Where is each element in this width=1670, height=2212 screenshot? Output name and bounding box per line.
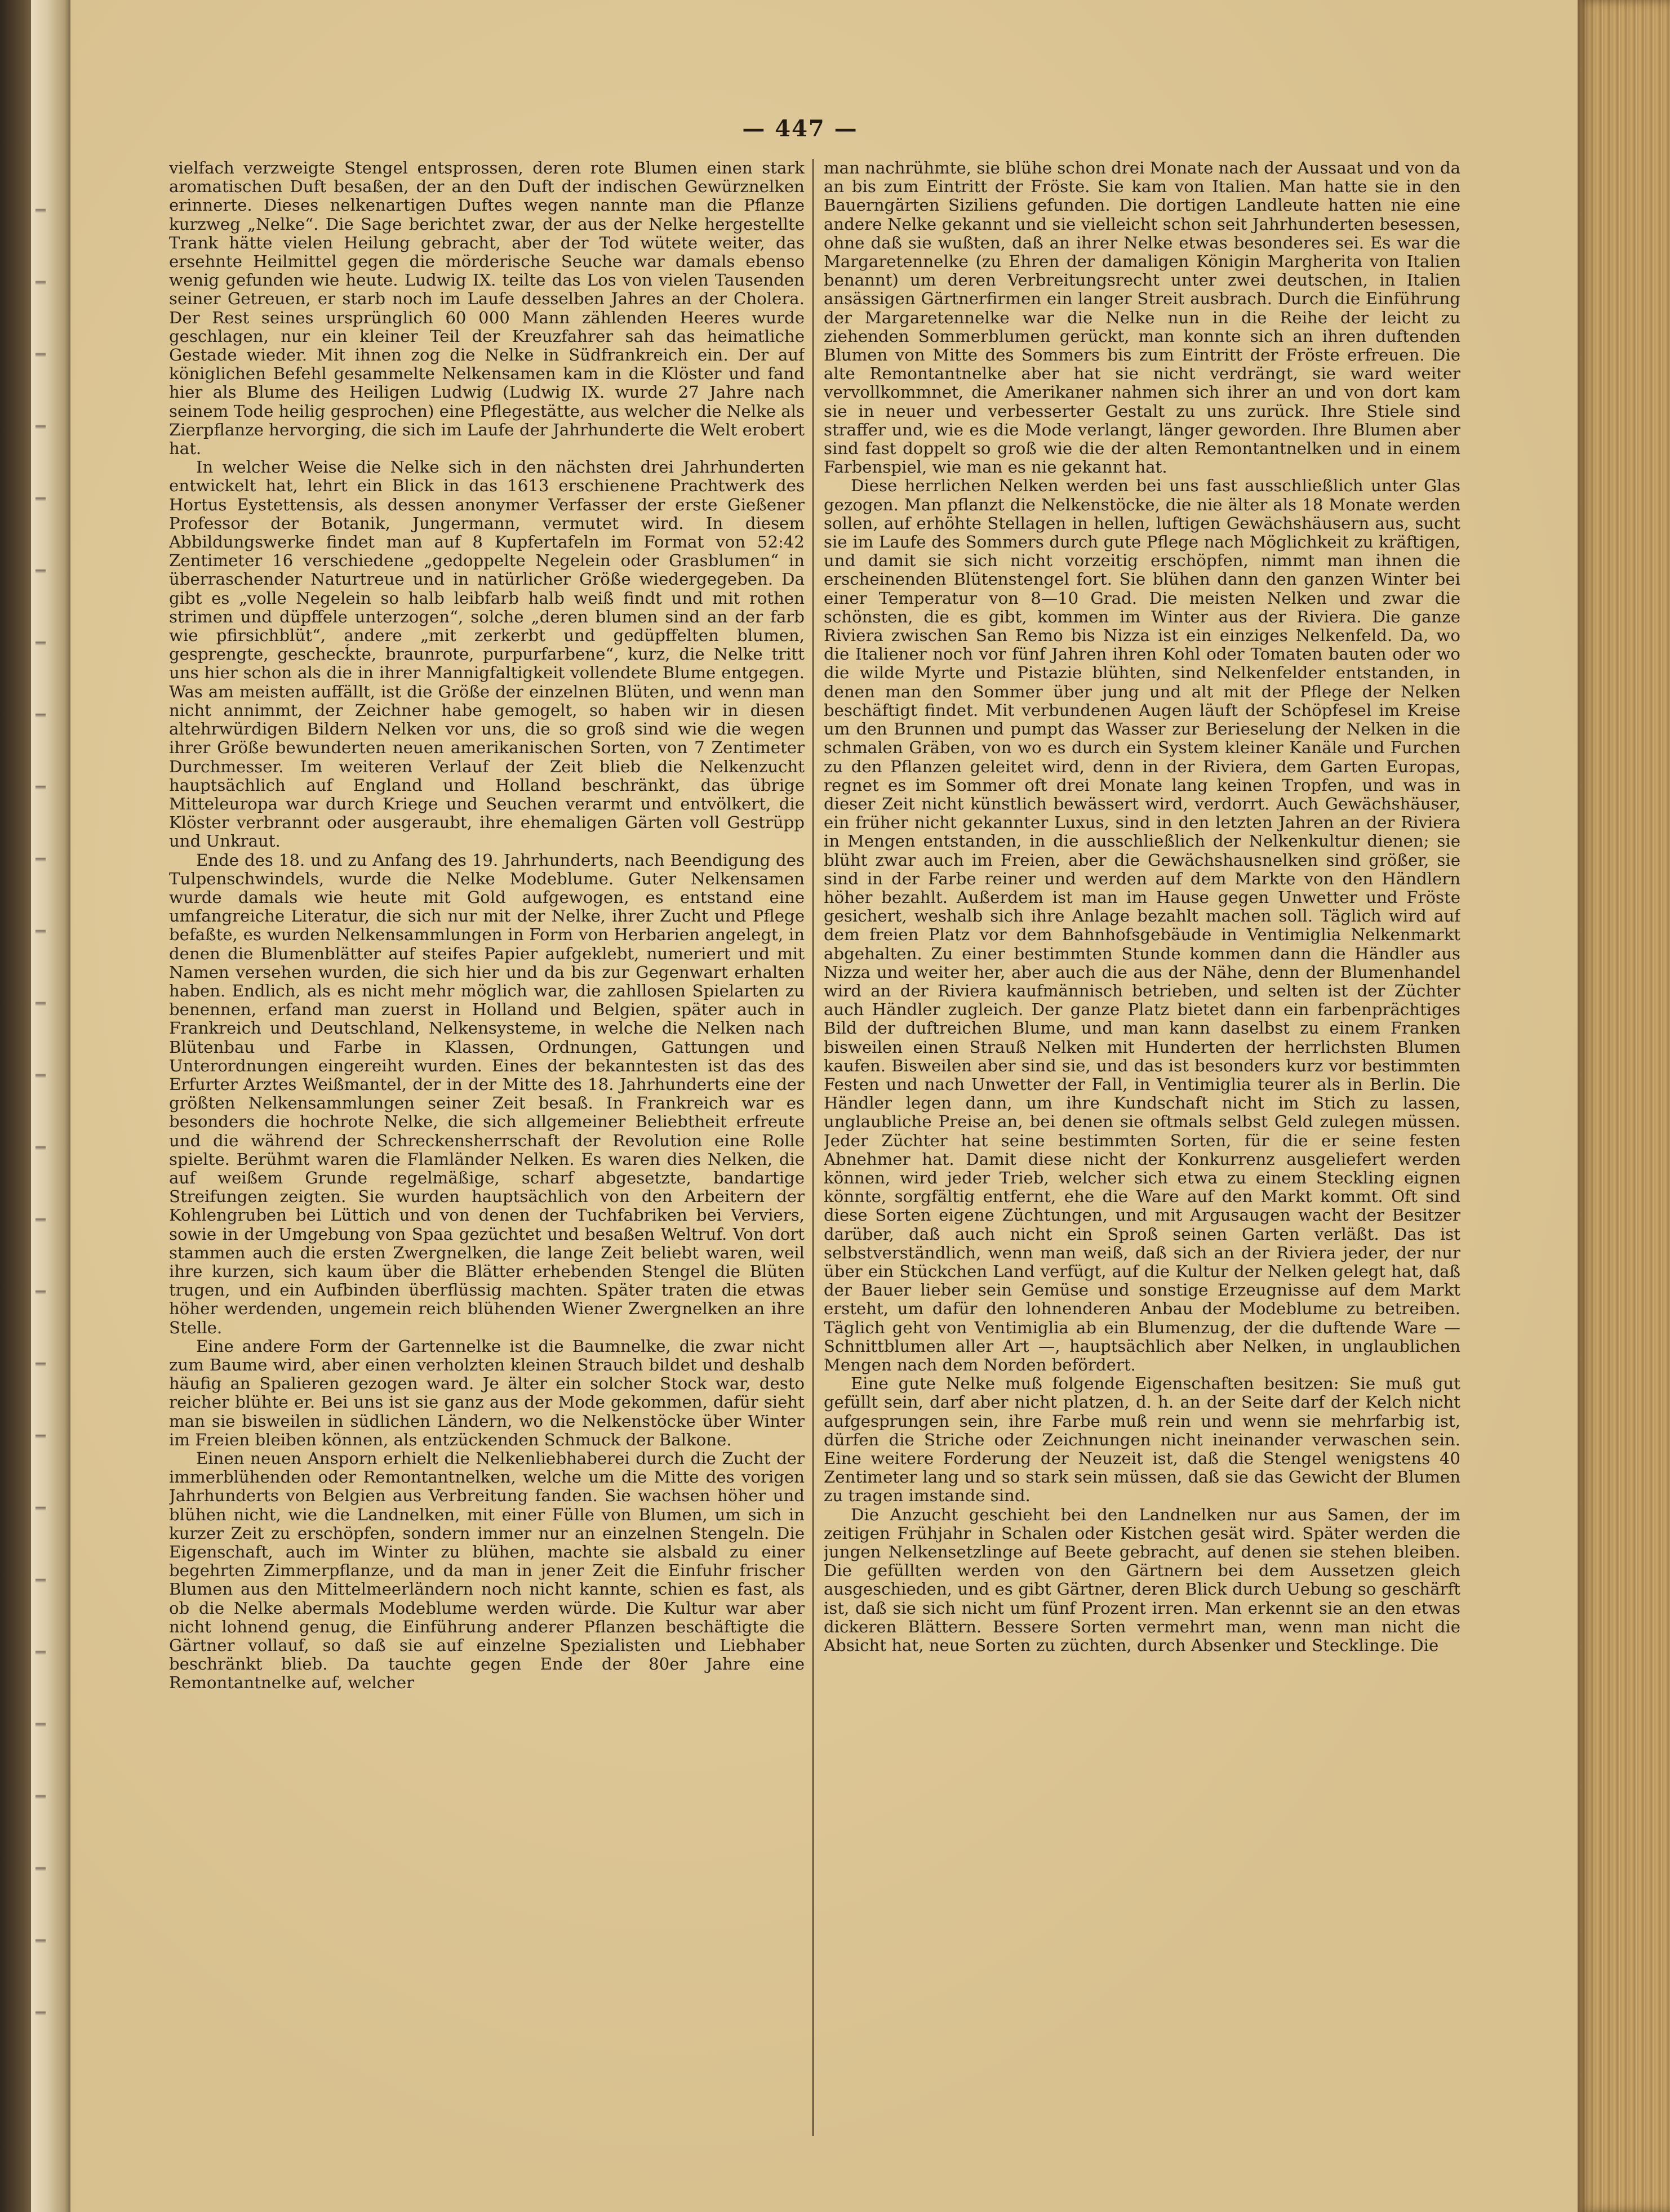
margin-marks: [35, 141, 46, 2056]
page-number: — 447 —: [742, 115, 858, 142]
paragraph: vielfach verzweigte Stengel entsprossen, deren rote Blumen einen stark aromatischen Duft besaßen, der an den Duft der indischen Gewürznelken erinnerte. Dieses nelkenartigen Duftes wegen nannte man die Pflanze kurzweg „Nelke“. Die Sage berichtet zwar, der aus der Nelke hergestellte Trank hätte vielen Heilung gebracht, aber der Tod wütete weiter, das ersehnte Heilmittel gegen die mörderische Seuche war damals ebenso wenig gefunden wie heute. Ludwig IX. teilte das Los von vielen Tausenden seiner Getreuen, er starb noch im Laufe desselben Jahres an der Cholera. Der Rest seines ursprünglich 60 000 Mann zählenden Heeres wurde geschlagen, nur ein kleiner Teil der Kreuzfahrer sah das heimatliche Gestade wieder. Mit ihnen zog die Nelke in Südfrankreich ein. Der auf königlichen Befehl gesammelte Nelkensamen kam in die Klöster und fand hier als Blume des Heiligen Ludwig (Ludwig IX. wurde 27 Jahre nach seinem Tode heilig gesprochen) eine Pflegestätte, aus welcher die Nelke als Zierpflanze hervorging, die sich im Laufe der Jahrhunderte die Welt erobert hat.: [169, 159, 805, 459]
paragraph: In welcher Weise die Nelke sich in den nächsten drei Jahrhunderten entwickelt hat, lehrt ein Blick in das 1613 erschienene Prachtwerk des Hortus Eystettensis, als dessen anonymer Verfasser der erste Gießener Professor der Botanik, Jungermann, vermutet wird. In diesem Abbildungswerke findet man auf 8 Kupfertafeln im Format von 52:42 Zentimeter 16 verschiedene „gedoppelte Negelein oder Grasblumen“ in überraschender Naturtreue und in natürlicher Größe wiedergegeben. Da gibt es „volle Negelein so halb leibfarb halb weiß findt und mit rothen strimen und düpffele unterzogen“, solche „deren blumen sind an der farb wie pfirsichblüt“, andere „mit zerkerbt und gedüpffelten blumen, gesprengte, geschecḱte, braunrote, purpurfarbene“, kurz, die Nelke tritt uns hier schon als die in ihrer Mannigfaltigkeit vollendete Blume entgegen. Was am meisten auffällt, ist die Größe der einzelnen Blüten, und wenn man nicht annimmt, der Zeichner habe gemogelt, so haben wir in diesen altehrwürdigen Bildern Nelken vor uns, die so groß sind wie die wegen ihrer Größe bewunderten neuen amerikanischen Sorten, von 7 Zentimeter Durchmesser. Im weiteren Verlauf der Zeit blieb die Nelkenzucht hauptsächlich auf England und Holland beschränkt, das übrige Mitteleuropa war durch Kriege und Seuchen verarmt und entvölkert, die Klöster verbrannt oder ausgeraubt, ihre ehemaligen Gärten voll Gestrüpp und Unkraut.: [169, 457, 805, 851]
paragraph: Die Anzucht geschieht bei den Landnelken nur aus Samen, der im zeitigen Frühjahr in Schalen oder Kistchen gesät wird. Später werden die jungen Nelkensetzlinge auf Beete gebracht, auf denen sie stehen bleiben. Die gefüllten werden von den Gärtnern bei dem Aussetzen gleich ausgeschieden, und es gibt Gärtner, deren Blick durch Uebung so geschärft ist, daß sie sich nicht um fünf Prozent irren. Man erkennt sie an den etwas dickeren Blättern. Bessere Sorten vermehrt man, wenn man nicht die Absicht hat, neue Sorten zu züchten, durch Absenker und Stecklinge. Die: [824, 1505, 1460, 1655]
book-binding: [1578, 0, 1670, 2212]
paragraph: Diese herrlichen Nelken werden bei uns fast ausschließlich unter Glas gezogen. Man pflanzt die Nelkenstöcke, die nie älter als 18 Monate werden sollen, auf erhöhte Stellagen in hellen, luftigen Gewächshäusern aus, sucht sie im Laufe des Sommers durch gute Pflege nach Möglichkeit zu kräftigen, und damit sie sich nicht vorzeitig erschöpfen, nimmt man ihnen die erscheinenden Blütenstengel fort. Sie blühen dann den ganzen Winter bei einer Temperatur von 8—10 Grad. Die meisten Nelken und zwar die schönsten, die es gibt, kommen im Winter aus der Riviera. Die ganze Riviera zwischen San Remo bis Nizza ist ein einziges Nelkenfeld. Da, wo die Italiener noch vor fünf Jahren ihren Kohl oder Tomaten bauten oder wo die wilde Myrte und Pistazie blühten, sind Nelkenfelder entstanden, in denen man den Sommer über jung und alt mit der Pflege der Nelken beschäftigt findet. Mit verbundenen Augen läuft der Schöpfesel im Kreise um den Brunnen und pumpt das Wasser zur Berieselung der Nelken in die schmalen Gräben, von wo es durch ein System kleiner Kanäle und Furchen zu den Pflanzen geleitet wird, denn in der Riviera, dem Garten Europas, regnet es im Sommer oft drei Monate lang keinen Tropfen, und was in dieser Zeit nicht künstlich bewässert wird, verdorrt. Auch Gewächshäuser, ein früher nicht gekannter Luxus, sind in den letzten Jahren an der Riviera in Mengen entstanden, in die ausschließlich der Nelkenkultur dienen; sie blüht zwar auch im Freien, aber die Gewächshausnelken sind größer, sie sind in der Farbe reiner und werden auf dem Markte von den Händlern höher bezahlt. Außerdem ist man im Hause gegen Unwetter und Fröste gesichert, weshalb sich ihre Anlage bezahlt machen soll. Täglich wird auf dem freien Platz vor dem Bahnhofsgebäude in Ventimiglia Nelkenmarkt abgehalten. Zu einer bestimmten Stunde kommen dann die Händler aus Nizza und weiter her, aber auch die aus der Nähe, denn der Blumenhandel wird an der Riviera kaufmännisch betrieben, und selten ist der Züchter auch Händler zugleich. Der ganze Platz bietet dann ein farbenprächtiges Bild der duftreichen Blume, und man kann daselbst zu einem Franken bisweilen einen Strauß Nelken mit Hunderten der herrlichsten Blumen kaufen. Bisweilen aber sind sie, und das ist besonders kurz vor bestimmten Festen und nach Unwetter der Fall, in Ventimiglia teurer als in Berlin. Die Händler legen dann, um ihre Kundschaft nicht im Stich zu lassen, unglaubliche Preise an, bei denen sie oftmals selbst Geld zulegen müssen. Jeder Züchter hat seine bestimmten Sorten, für die er seine festen Abnehmer hat. Damit diese nicht der Konkurrenz ausgeliefert werden können, wird jeder Trieb, welcher sich etwa zu einem Steckling eignen könnte, sorgfältig entfernt, ehe die Ware auf den Markt kommt. Oft sind diese Sorten eigene Züchtungen, und mit Argusaugen wacht der Besitzer darüber, daß auch nicht ein Sproß seinen Garten verläßt. Das ist selbstverständlich, wenn man weiß, daß sich an der Riviera jeder, der nur über ein Stückchen Land verfügt, auf die Kultur der Nelken gelegt hat, daß der Bauer lieber sein Gemüse und sonstige Erzeugnisse auf dem Markt ersteht, um dafür den lohnenderen Anbau der Modeblume zu betreiben. Täglich geht von Ventimiglia ab ein Blumenzug, der die duftende Ware — Schnittblumen aller Art —, hauptsächlich aber Nelken, in unglaublichen Mengen nach dem Norden befördert.: [824, 476, 1460, 1374]
paragraph: Eine gute Nelke muß folgende Eigenschaften besitzen: Sie muß gut gefüllt sein, darf aber nicht platzen, d. h. an der Seite darf der Kelch nicht aufgesprungen sein, ihre Farbe muß rein und wenn sie mehrfarbig ist, dürfen die Striche oder Zeichnungen nicht ineinander verwaschen sein. Eine weitere Forderung der Neuzeit ist, daß die Stengel wenigstens 40 Zentimeter lang und so stark sein müssen, daß sie das Gewicht der Blumen zu tragen imstande sind.: [824, 1374, 1460, 1506]
right-column: [824, 159, 1460, 2158]
column-divider: [812, 159, 814, 2136]
paragraph: Eine andere Form der Gartennelke ist die Baumnelke, die zwar nicht zum Baume wird, aber einen verholzten kleinen Strauch bildet und deshalb häufig an Spalieren gezogen ward. Je älter ein solcher Stock war, desto reicher blühte er. Bei uns ist sie ganz aus der Mode gekommen, dafür sieht man sie bisweilen in südlichen Ländern, wo die Nelkenstöcke über Winter im Freien bleiben können, als entzückenden Schmuck der Balkone.: [169, 1336, 805, 1449]
left-column: [169, 159, 805, 2158]
paragraph: Einen neuen Ansporn erhielt die Nelkenliebhaberei durch die Zucht der immerblühenden oder Remontantnelken, welche um die Mitte des vorigen Jahrhunderts von Belgien aus Verbreitung fanden. Sie wachsen höher und blühen nicht, wie die Landnelken, mit einer Fülle von Blumen, um sich in kurzer Zeit zu erschöpfen, sondern immer nur an einzelnen Stengeln. Die Eigenschaft, auch im Winter zu blühen, machte sie alsbald zu einer begehrten Zimmerpflanze, und da man in jener Zeit die Einfuhr frischer Blumen aus den Mittelmeerländern noch nicht kannte, schien es fast, als ob die Nelke abermals Modeblume werden würde. Die Kultur war aber nicht lohnend genug, die Einführung anderer Pflanzen beschäftigte die Gärtner vollauf, so daß sie auf einzelne Spezialisten und Liebhaber beschränkt blieb. Da tauchte gegen Ende der 80er Jahre eine Remontantnelke auf, welcher: [169, 1449, 805, 1693]
paragraph: Ende des 18. und zu Anfang des 19. Jahrhunderts, nach Beendigung des Tulpenschwindels, wurde die Nelke Modeblume. Guter Nelkensamen wurde damals wie heute mit Gold aufgewogen, es entstand eine umfangreiche Literatur, die sich nur mit der Nelke, ihrer Zucht und Pflege befaßte, es wurden Nelkensammlungen in Form von Herbarien angelegt, in denen die Blumenblätter auf steifes Papier aufgeklebt, numeriert und mit Namen versehen wurden, die sich hier und da bis zur Gegenwart erhalten haben. Endlich, als es nicht mehr möglich war, die zahllosen Spielarten zu benennen, erfand man zuerst in Holland und Belgien, später auch in Frankreich und Deutschland, Nelkensysteme, in welche die Nelken nach Blütenbau und Farbe in Klassen, Ordnungen, Gattungen und Unterordnungen eingereiht wurden. Eines der bekanntesten ist das des Erfurter Arztes Weißmantel, der in der Mitte des 18. Jahrhunderts eine der größten Nelkensammlungen seiner Zeit besaß. In Frankreich war es besonders die hochrote Nelke, die sich allgemeiner Beliebtheit erfreute und die während der Schreckensherrschaft der Revolution eine Rolle spielte. Berühmt waren die Flamländer Nelken. Es waren dies Nelken, die auf weißem Grunde regelmäßige, scharf abgesetzte, bandartige Streifungen zeigten. Sie wurden hauptsächlich von den Arbeitern der Kohlengruben bei Lüttich und von denen der Tuchfabriken bei Verviers, sowie in der Umgebung von Spaa gezüchtet und besaßen Weltruf. Von dort stammen auch die ersten Zwergnelken, die lange Zeit beliebt waren, weil ihre kurzen, sich kaum über die Blätter erhebenden Stengel die Blüten trugen, und ein Aufbinden überflüssig machten. Später traten die etwas höher werdenden, ungemein reich blühenden Wiener Zwergnelken an ihre Stelle.: [169, 850, 805, 1337]
paragraph: man nachrühmte, sie blühe schon drei Monate nach der Aussaat und von da an bis zum Eintritt der Fröste. Sie kam von Italien. Man hatte sie in den Bauerngärten Siziliens gefunden. Die dortigen Landleute hatten nie eine andere Nelke gekannt und sie vielleicht schon seit Jahrhunderten besessen, ohne daß sie wußten, daß an ihrer Nelke etwas besonderes sei. Es war die Margaretennelke (zu Ehren der damaligen Königin Margherita von Italien benannt) um deren Verbreitungsrecht unter zwei deutschen, in Italien ansässigen Gärtnerfirmen ein langer Streit ausbrach. Durch die Einführung der Margaretennelke war die Nelke nun in die Reihe der leicht zu ziehenden Sommerblumen gerückt, man konnte sich an ihren duftenden Blumen von Mitte des Sommers bis zum Eintritt der Fröste erfreuen. Die alte Remontantnelke aber hat sie nicht verdrängt, sie ward weiter vervollkommnet, die Amerikaner nahmen sich ihrer an und von dort kam sie in neuer und verbesserter Gestalt zu uns zurück. Ihre Stiele sind straffer und, wie es die Mode verlangt, länger geworden. Ihre Blumen aber sind fast doppelt so groß wie die der alten Remontantnelken und in einem Farbenspiel, wie man es nie gekannt hat.: [824, 159, 1460, 477]
